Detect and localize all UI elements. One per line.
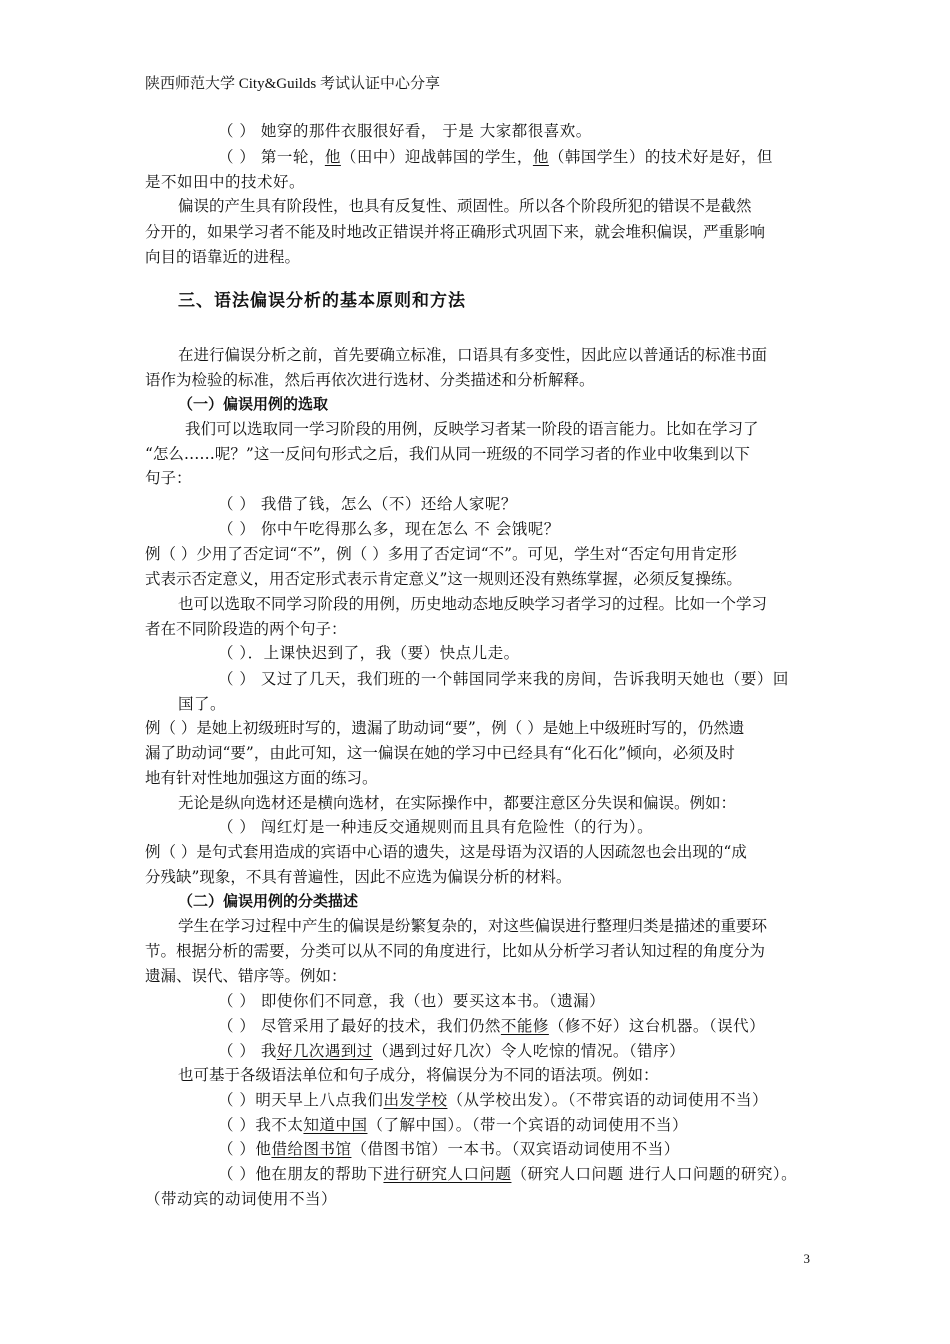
subsection-heading: （一）偏误用例的选取: [178, 395, 329, 413]
paragraph-line: 节。根据分析的需要，分类可以从不同的角度进行，比如从分析学习者认知过程的角度分为: [145, 942, 766, 960]
paragraph-line: 无论是纵向选材还是横向选材，在实际操作中，都要注意区分失误和偏误。例如：: [178, 794, 737, 812]
subsection-heading: （二）偏误用例的分类描述: [178, 892, 359, 910]
paragraph-line: 式表示否定意义，用否定形式表示肯定意义”这一规则还没有熟练掌握，必须反复操练。: [145, 570, 742, 588]
example-sentence-cont: （带动宾的动词使用不当）: [145, 1190, 338, 1208]
example-sentence: （ ）．上课快迟到了，我（要）快点儿走。: [218, 644, 520, 662]
paragraph-line: 我们可以选取同一学习阶段的用例，反映学习者某一阶段的语言能力。比如在学习了: [185, 420, 759, 438]
paragraph-line: 例（ ）是句式套用造成的宾语中心语的遗失，这是母语为汉语的人因疏忽也会出现的“成: [145, 843, 747, 861]
paragraph-line: 者在不同阶段造的两个句子：: [145, 620, 347, 638]
example-sentence: （ ） 我好几次遇到过（遇到过好几次）令人吃惊的情况。（错序）: [218, 1042, 686, 1060]
paragraph-line: 学生在学习过程中产生的偏误是纷繁复杂的，对这些偏误进行整理归类是描述的重要环: [178, 917, 768, 935]
paragraph-line: 也可以选取不同学习阶段的用例，历史地动态地反映学习者学习的过程。比如一个学习: [178, 595, 768, 613]
paragraph-line: 句子：: [145, 469, 192, 487]
example-sentence: （ ）明天早上八点我们出发学校（从学校出发）。（不带宾语的动词使用不当）: [218, 1091, 768, 1109]
example-sentence: （ ）他在朋友的帮助下进行研究人口问题（研究人口问题 进行人口问题的研究）。: [218, 1165, 798, 1183]
example-sentence: （ ） 她穿的那件衣服很好看， 于是 大家都很喜欢。: [218, 122, 592, 140]
paragraph-line: 语作为检验的标准，然后再依次进行选材、分类描述和分析解释。: [145, 371, 595, 389]
example-sentence: （ ） 尽管采用了最好的技术，我们仍然不能修（修不好）这台机器。（误代）: [218, 1017, 766, 1035]
paragraph-line: “怎么……呢？”这一反问句形式之后，我们从同一班级的不同学习者的作业中收集到以下: [145, 445, 750, 463]
example-sentence: （ ） 即使你们不同意，我（也）要买这本书。（遗漏）: [218, 992, 606, 1010]
paragraph-line: 偏误的产生具有阶段性，也具有反复性、顽固性。所以各个阶段所犯的错误不是截然: [178, 197, 752, 215]
paragraph-line: 分残缺”现象，不具有普遍性，因此不应选为偏误分析的材料。: [145, 868, 572, 886]
example-sentence: （ ） 第一轮，他（田中）迎战韩国的学生，他（韩国学生）的技术好是好，但: [218, 148, 773, 166]
example-sentence: （ ） 我借了钱，怎么（不）还给人家呢？: [218, 495, 517, 513]
example-sentence: （ ） 闯红灯是一种违反交通规则而且具有危险性（的行为）。: [218, 818, 654, 836]
paragraph-line: 遗漏、误代、错序等。例如：: [145, 967, 347, 985]
example-sentence-cont: 国了。: [178, 695, 227, 713]
section-heading: 三、语法偏误分析的基本原则和方法: [178, 291, 466, 311]
example-sentence: （ ）我不太知道中国（了解中国）。（带一个宾语的动词使用不当）: [218, 1116, 688, 1134]
paragraph-line: 例（ ）少用了否定词“不”，例（ ）多用了否定词“不”。可见，学生对“否定句用肯定形: [145, 545, 737, 563]
paragraph-line: 分开的，如果学习者不能及时地改正错误并将正确形式巩固下来，就会堆积偏误，严重影响: [145, 223, 766, 241]
example-sentence: （ ） 你中午吃得那么多，现在怎么 不 会饿呢？: [218, 520, 560, 538]
example-sentence: （ ） 又过了几天，我们班的一个韩国同学来我的房间，告诉我明天她也（要）回: [218, 670, 789, 688]
page-header: 陕西师范大学 City&Guilds 考试认证中心分享: [145, 76, 441, 92]
paragraph-line: 例（ ）是她上初级班时写的，遗漏了助动词“要”，例（ ）是她上中级班时写的，仍然遗: [145, 719, 745, 737]
paragraph-line: 在进行偏误分析之前，首先要确立标准，口语具有多变性，因此应以普通话的标准书面: [178, 346, 768, 364]
paragraph-line: 地有针对性地加强这方面的练习。: [145, 769, 378, 787]
paragraph-line: 向目的语靠近的进程。: [145, 248, 301, 266]
example-sentence-cont: 是不如田中的技术好。: [145, 173, 306, 191]
paragraph-line: 也可基于各级语法单位和句子成分，将偏误分为不同的语法项。例如：: [178, 1066, 659, 1084]
page-number: 3: [803, 1251, 810, 1266]
paragraph-line: 漏了助动词“要”，由此可知，这一偏误在她的学习中已经具有“化石化”倾向，必须及时: [145, 744, 735, 762]
example-sentence: （ ）他借给图书馆（借图书馆）一本书。（双宾语动词使用不当）: [218, 1140, 680, 1158]
